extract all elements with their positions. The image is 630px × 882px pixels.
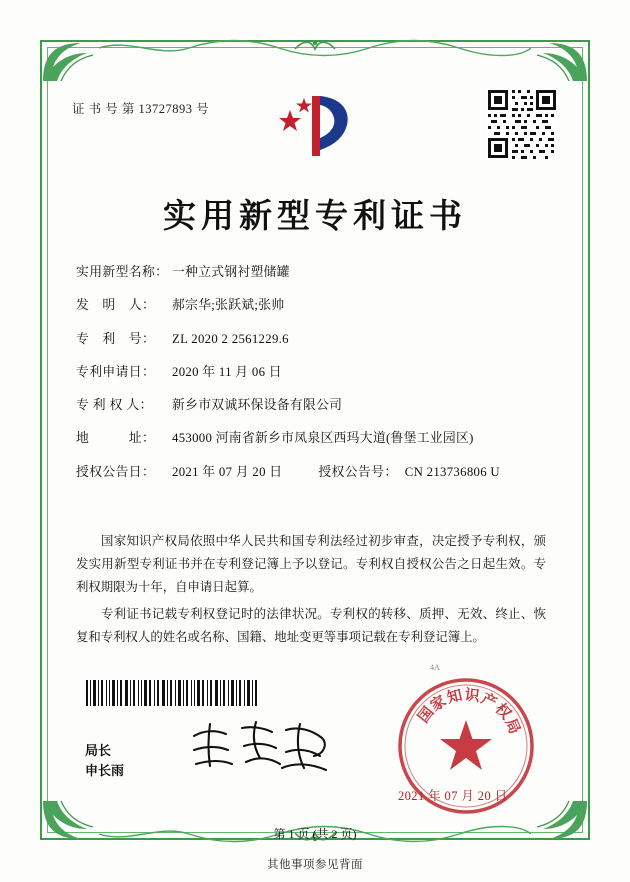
page-title: 实用新型专利证书 <box>163 199 467 235</box>
field-address <box>76 432 546 445</box>
field-patent-number <box>76 333 546 346</box>
field-value: 453000 河南省新乡市凤泉区西玛大道(鲁堡工业园区) <box>172 431 474 446</box>
border-ornament-top <box>99 38 531 58</box>
svg-text:国: 国 <box>415 704 438 727</box>
field-label: 专利申请日： <box>76 364 156 379</box>
field-label: 发 明 人： <box>76 298 156 313</box>
signature-title: 局长 <box>85 743 112 758</box>
field-value: 2020 年 11 月 06 日 <box>172 364 282 379</box>
svg-text:识: 识 <box>463 687 481 706</box>
field-grant-announcement <box>76 466 546 479</box>
field-list <box>76 266 546 499</box>
svg-text:权: 权 <box>491 700 514 723</box>
field-label: 授权公告号： <box>318 464 398 479</box>
field-value: ZL 2020 2 2561229.6 <box>172 331 289 346</box>
paragraph-1: 国家知识产权局依照中华人民共和国专利法经过初步审查，决定授予专利权，颁发实用新型专利证书并在专利登记簿上予以登记。专利权自授权公告之日起生效。专利权期限为十年，自申请日起算。 <box>76 534 546 594</box>
svg-text:家: 家 <box>428 693 450 715</box>
svg-text:知: 知 <box>445 687 464 707</box>
border-corner-top-right <box>531 41 589 83</box>
page-indicator: 第 1 页 (共 2 页) <box>273 827 357 841</box>
border-corner-top-left <box>41 41 99 83</box>
field-label: 实用新型名称： <box>76 265 169 279</box>
handwritten-signature-icon <box>186 716 336 776</box>
signature-name: 申长雨 <box>85 763 125 779</box>
grant-announcement-number <box>318 466 500 479</box>
field-value: 郝宗华;张跃斌;张帅 <box>172 298 285 313</box>
legal-text <box>76 530 546 653</box>
field-inventor <box>76 299 546 312</box>
seal-date: 2021 年 07 月 20 日 <box>398 789 508 803</box>
field-label: 授权公告日： <box>76 464 156 479</box>
field-patentee <box>76 399 546 412</box>
cnipa-logo-icon <box>268 88 362 164</box>
field-value: 2021 年 07 月 20 日 <box>172 464 283 479</box>
signature-block <box>85 741 124 781</box>
field-value: 一种立式钢衬塑储罐 <box>172 265 290 279</box>
barcode-icon <box>85 680 260 706</box>
field-utility-model-name <box>76 266 546 279</box>
svg-text:产: 产 <box>478 690 500 712</box>
field-value: CN 213736806 U <box>404 464 500 479</box>
page-mark: 4A <box>430 663 440 672</box>
field-label: 专 利 号： <box>76 331 156 346</box>
back-note: 其他事项参见背面 <box>267 859 363 871</box>
field-label: 地 址： <box>76 431 156 446</box>
field-value: 新乡市双诚环保设备有限公司 <box>172 398 343 413</box>
qr-code-icon <box>486 88 558 160</box>
paragraph-2: 专利证书记载专利权登记时的法律状况。专利权的转移、质押、无效、终止、恢复和专利权人的姓名或名称、国籍、地址变更等事项记载在专利登记簿上。 <box>76 606 546 644</box>
field-label: 专 利 权 人： <box>76 398 153 413</box>
field-application-date <box>76 366 546 379</box>
certificate-number: 证 书 号 第 13727893 号 <box>72 102 210 116</box>
svg-text:局: 局 <box>501 716 523 737</box>
